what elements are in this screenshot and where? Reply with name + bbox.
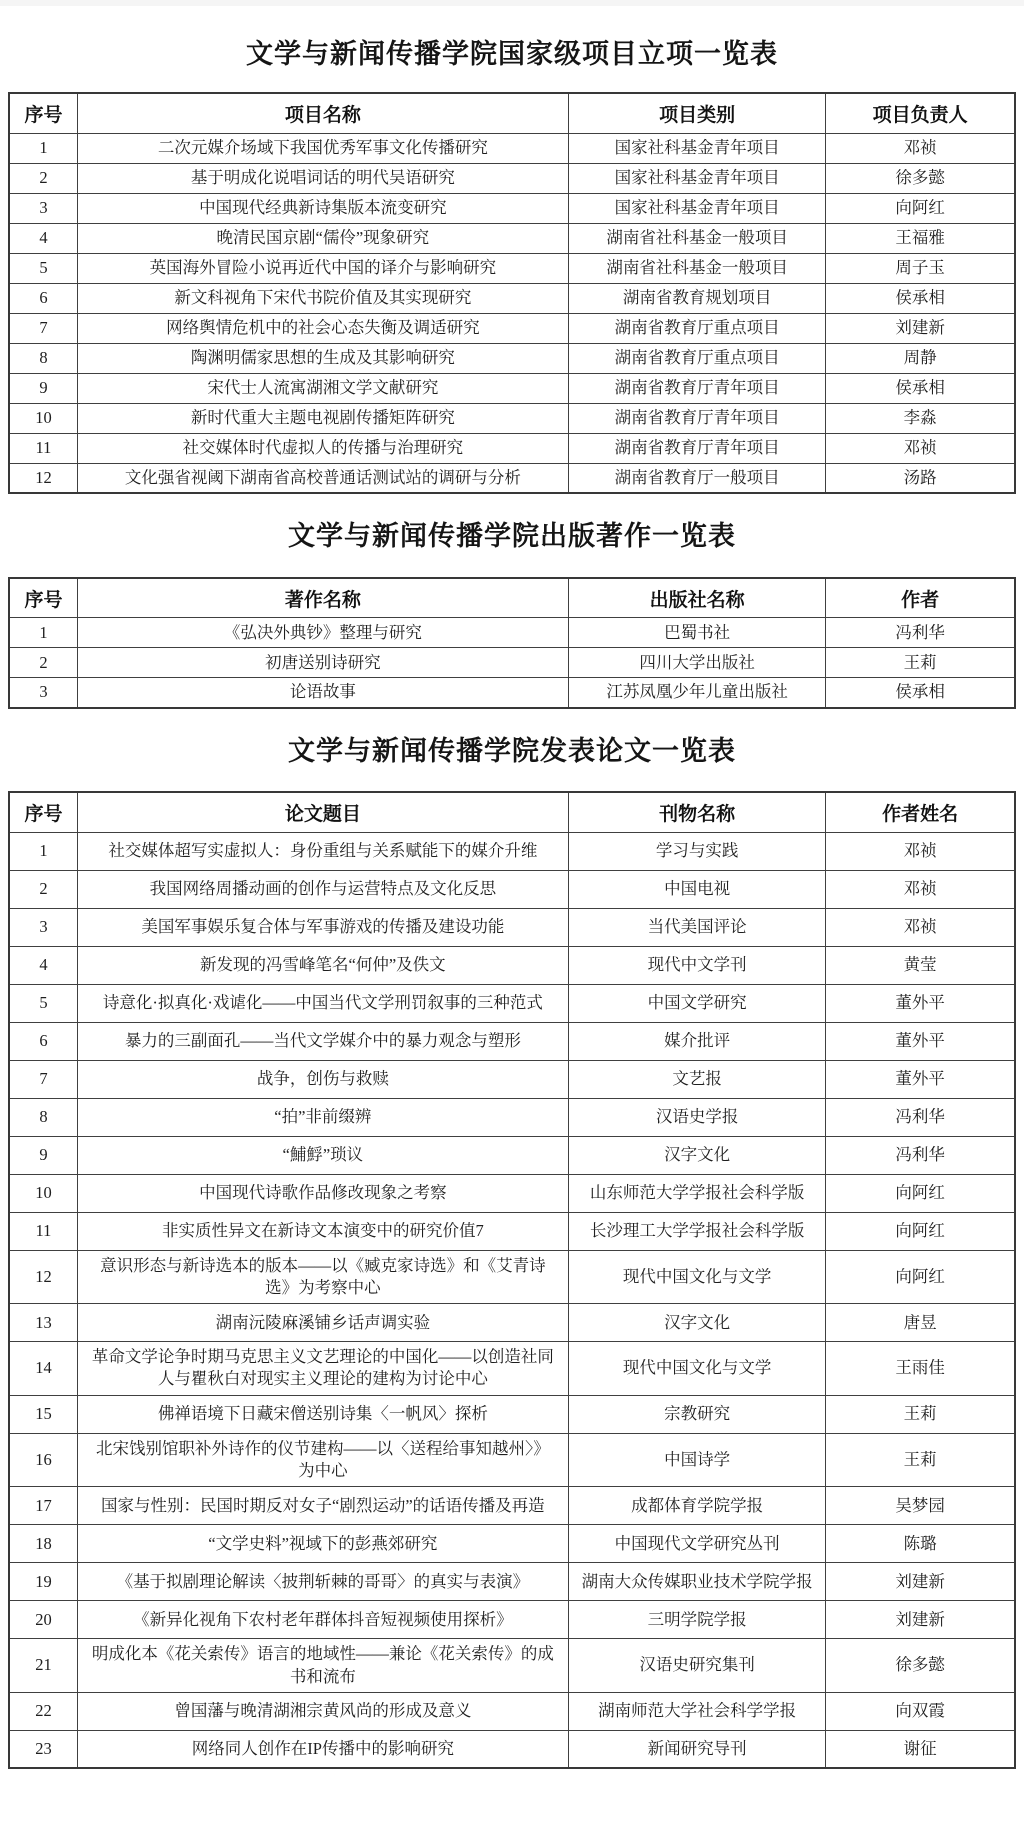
row-number-cell: 17 — [9, 1487, 77, 1525]
table-cell: 王莉 — [826, 1395, 1015, 1433]
header-row — [9, 792, 1015, 832]
row-number-cell: 2 — [9, 870, 77, 908]
table-row — [9, 1639, 1015, 1693]
row-number-cell: 10 — [9, 403, 77, 433]
row-number-cell: 22 — [9, 1692, 77, 1730]
table-cell: 北宋饯别馆职补外诗作的仪节建构——以〈送程给事知越州〉》为中心 — [77, 1433, 568, 1487]
table-cell: 汉语史研究集刊 — [568, 1639, 826, 1693]
table-cell: 四川大学出版社 — [568, 648, 826, 678]
table-cell: 学习与实践 — [568, 832, 826, 870]
table-cell: 向阿红 — [826, 1250, 1015, 1304]
column-header: 序号 — [9, 792, 77, 832]
table-cell: 美国军事娱乐复合体与军事游戏的传播及建设功能 — [77, 908, 568, 946]
papers-table-section — [8, 735, 1016, 1770]
column-header: 刊物名称 — [568, 792, 826, 832]
row-number-cell: 6 — [9, 1022, 77, 1060]
column-header: 序号 — [9, 578, 77, 618]
table-cell: 山东师范大学学报社会科学版 — [568, 1174, 826, 1212]
table-cell: 《基于拟剧理论解读〈披荆斩棘的哥哥〉的真实与表演》 — [77, 1563, 568, 1601]
table-row — [9, 1098, 1015, 1136]
row-number-cell: 5 — [9, 984, 77, 1022]
row-number-cell: 11 — [9, 1212, 77, 1250]
table-cell: 邓祯 — [826, 133, 1015, 163]
table-cell: 网络舆情危机中的社会心态失衡及调适研究 — [77, 313, 568, 343]
table-cell: 中国现代诗歌作品修改现象之考察 — [77, 1174, 568, 1212]
table-row — [9, 1525, 1015, 1563]
table-cell: “鯆䱐”琐议 — [77, 1136, 568, 1174]
table-cell: 明成化本《花关索传》语言的地域性——兼论《花关索传》的成书和流布 — [77, 1639, 568, 1693]
row-number-cell: 5 — [9, 253, 77, 283]
table-row — [9, 870, 1015, 908]
table-cell: 现代中国文化与文学 — [568, 1250, 826, 1304]
table-cell: 诗意化·拟真化·戏谑化——中国当代文学刑罚叙事的三种范式 — [77, 984, 568, 1022]
table-row — [9, 1136, 1015, 1174]
table-cell: 我国网络周播动画的创作与运营特点及文化反思 — [77, 870, 568, 908]
table-cell: 现代中国文化与文学 — [568, 1342, 826, 1396]
row-number-cell: 3 — [9, 908, 77, 946]
table-cell: 湖南沅陵麻溪铺乡话声调实验 — [77, 1304, 568, 1342]
column-header: 项目负责人 — [826, 93, 1015, 133]
table-cell: 战争，创伤与救赎 — [77, 1060, 568, 1098]
table-cell: 湖南省社科基金一般项目 — [568, 223, 826, 253]
table-cell: 陈璐 — [826, 1525, 1015, 1563]
row-number-cell: 8 — [9, 1098, 77, 1136]
table-cell: 向阿红 — [826, 193, 1015, 223]
table-cell: 意识形态与新诗选本的版本——以《臧克家诗选》和《艾青诗选》为考察中心 — [77, 1250, 568, 1304]
table-cell: 邓祯 — [826, 908, 1015, 946]
row-number-cell: 15 — [9, 1395, 77, 1433]
table-cell: 湖南省教育厅青年项目 — [568, 403, 826, 433]
row-number-cell: 19 — [9, 1563, 77, 1601]
table-row — [9, 463, 1015, 493]
row-number-cell: 1 — [9, 133, 77, 163]
column-header: 论文题目 — [77, 792, 568, 832]
papers-table-title: 文学与新闻传播学院发表论文一览表 — [288, 735, 736, 766]
table-row — [9, 648, 1015, 678]
table-cell: 曾国藩与晚清湖湘宗黄风尚的形成及意义 — [77, 1692, 568, 1730]
table-cell: 汉字文化 — [568, 1136, 826, 1174]
table-cell: 湖南省教育厅青年项目 — [568, 433, 826, 463]
table-row — [9, 678, 1015, 708]
table-cell: 汉字文化 — [568, 1304, 826, 1342]
table-row — [9, 133, 1015, 163]
table-cell: 江苏凤凰少年儿童出版社 — [568, 678, 826, 708]
row-number-cell: 12 — [9, 1250, 77, 1304]
books-table — [8, 577, 1016, 709]
header-row — [9, 93, 1015, 133]
table-cell: 向阿红 — [826, 1174, 1015, 1212]
table-cell: 冯利华 — [826, 1098, 1015, 1136]
table-cell: 社交媒体超写实虚拟人：身份重组与关系赋能下的媒介升维 — [77, 832, 568, 870]
table-cell: 网络同人创作在IP传播中的影响研究 — [77, 1730, 568, 1768]
row-number-cell: 21 — [9, 1639, 77, 1693]
table-cell: 李淼 — [826, 403, 1015, 433]
table-cell: 新文科视角下宋代书院价值及其实现研究 — [77, 283, 568, 313]
row-number-cell: 14 — [9, 1342, 77, 1396]
table-cell: 宋代士人流寓湖湘文学文献研究 — [77, 373, 568, 403]
table-cell: 中国诗学 — [568, 1433, 826, 1487]
column-header: 作者姓名 — [826, 792, 1015, 832]
table-cell: 晚清民国京剧“儒伶”现象研究 — [77, 223, 568, 253]
column-header: 作者 — [826, 578, 1015, 618]
row-number-cell: 7 — [9, 1060, 77, 1098]
row-number-cell: 7 — [9, 313, 77, 343]
table-row — [9, 984, 1015, 1022]
table-cell: 新闻研究导刊 — [568, 1730, 826, 1768]
row-number-cell: 4 — [9, 223, 77, 253]
projects-table-section — [8, 38, 1016, 494]
column-header: 著作名称 — [77, 578, 568, 618]
table-cell: 冯利华 — [826, 618, 1015, 648]
row-number-cell: 2 — [9, 648, 77, 678]
table-cell: 徐多懿 — [826, 1639, 1015, 1693]
table-cell: 英国海外冒险小说再近代中国的译介与影响研究 — [77, 253, 568, 283]
table-cell: 刘建新 — [826, 1601, 1015, 1639]
table-cell: 刘建新 — [826, 1563, 1015, 1601]
table-cell: 《新异化视角下农村老年群体抖音短视频使用探析》 — [77, 1601, 568, 1639]
table-cell: 国家社科基金青年项目 — [568, 193, 826, 223]
table-cell: 唐昱 — [826, 1304, 1015, 1342]
table-cell: 汉语史学报 — [568, 1098, 826, 1136]
table-cell: 周静 — [826, 343, 1015, 373]
row-number-cell: 1 — [9, 618, 77, 648]
header-row — [9, 578, 1015, 618]
table-cell: 湖南省社科基金一般项目 — [568, 253, 826, 283]
table-row — [9, 1601, 1015, 1639]
table-cell: 巴蜀书社 — [568, 618, 826, 648]
table-cell: 湖南省教育厅重点项目 — [568, 343, 826, 373]
table-row — [9, 1692, 1015, 1730]
table-cell: 王福雅 — [826, 223, 1015, 253]
table-cell: 《弘决外典钞》整理与研究 — [77, 618, 568, 648]
column-header: 项目名称 — [77, 93, 568, 133]
table-cell: 邓祯 — [826, 832, 1015, 870]
table-cell: 汤路 — [826, 463, 1015, 493]
table-cell: 王莉 — [826, 1433, 1015, 1487]
table-cell: 文化强省视阈下湖南省高校普通话测试站的调研与分析 — [77, 463, 568, 493]
row-number-cell: 11 — [9, 433, 77, 463]
table-row — [9, 946, 1015, 984]
table-row — [9, 373, 1015, 403]
table-cell: 侯承相 — [826, 373, 1015, 403]
column-header: 项目类别 — [568, 93, 826, 133]
projects-table — [8, 92, 1016, 494]
row-number-cell: 1 — [9, 832, 77, 870]
table-cell: 周子玉 — [826, 253, 1015, 283]
table-cell: 刘建新 — [826, 313, 1015, 343]
table-cell: 湖南省教育厅一般项目 — [568, 463, 826, 493]
table-cell: 侯承相 — [826, 283, 1015, 313]
table-cell: 中国现代文学研究丛刊 — [568, 1525, 826, 1563]
table-row — [9, 1342, 1015, 1396]
papers-table — [8, 791, 1016, 1769]
table-row — [9, 1433, 1015, 1487]
table-cell: 吴梦园 — [826, 1487, 1015, 1525]
table-cell: 冯利华 — [826, 1136, 1015, 1174]
table-cell: 中国电视 — [568, 870, 826, 908]
row-number-cell: 23 — [9, 1730, 77, 1768]
table-cell: 湖南大众传媒职业技术学院学报 — [568, 1563, 826, 1601]
row-number-cell: 3 — [9, 678, 77, 708]
table-row — [9, 1250, 1015, 1304]
table-cell: 文艺报 — [568, 1060, 826, 1098]
table-cell: 向双霞 — [826, 1692, 1015, 1730]
projects-table-title: 文学与新闻传播学院国家级项目立项一览表 — [246, 39, 778, 69]
column-header: 序号 — [9, 93, 77, 133]
table-row — [9, 193, 1015, 223]
table-row — [9, 313, 1015, 343]
row-number-cell: 20 — [9, 1601, 77, 1639]
table-cell: 董外平 — [826, 1060, 1015, 1098]
column-header: 出版社名称 — [568, 578, 826, 618]
table-row — [9, 1060, 1015, 1098]
table-cell: 中国文学研究 — [568, 984, 826, 1022]
table-cell: 社交媒体时代虚拟人的传播与治理研究 — [77, 433, 568, 463]
table-cell: 媒介批评 — [568, 1022, 826, 1060]
table-cell: 邓祯 — [826, 433, 1015, 463]
table-row — [9, 343, 1015, 373]
table-row — [9, 403, 1015, 433]
row-number-cell: 16 — [9, 1433, 77, 1487]
table-cell: 侯承相 — [826, 678, 1015, 708]
table-cell: “拍”非前缀辨 — [77, 1098, 568, 1136]
table-cell: 二次元媒介场域下我国优秀军事文化传播研究 — [77, 133, 568, 163]
table-cell: 湖南省教育规划项目 — [568, 283, 826, 313]
table-row — [9, 618, 1015, 648]
row-number-cell: 4 — [9, 946, 77, 984]
table-cell: 陶渊明儒家思想的生成及其影响研究 — [77, 343, 568, 373]
table-cell: 成都体育学院学报 — [568, 1487, 826, 1525]
table-cell: 长沙理工大学学报社会科学版 — [568, 1212, 826, 1250]
row-number-cell: 10 — [9, 1174, 77, 1212]
table-cell: 湖南师范大学社会科学学报 — [568, 1692, 826, 1730]
books-table-title: 文学与新闻传播学院出版著作一览表 — [288, 521, 736, 552]
table-cell: 董外平 — [826, 1022, 1015, 1060]
table-row — [9, 253, 1015, 283]
table-row — [9, 1395, 1015, 1433]
table-cell: 三明学院学报 — [568, 1601, 826, 1639]
table-cell: 王雨佳 — [826, 1342, 1015, 1396]
table-row — [9, 433, 1015, 463]
table-cell: 初唐送别诗研究 — [77, 648, 568, 678]
row-number-cell: 13 — [9, 1304, 77, 1342]
row-number-cell: 12 — [9, 463, 77, 493]
table-row — [9, 1487, 1015, 1525]
table-row — [9, 1174, 1015, 1212]
table-row — [9, 908, 1015, 946]
table-cell: 非实质性异文在新诗文本演变中的研究价值7 — [77, 1212, 568, 1250]
table-cell: 黄莹 — [826, 946, 1015, 984]
table-row — [9, 163, 1015, 193]
table-cell: “文学史料”视域下的彭燕郊研究 — [77, 1525, 568, 1563]
table-cell: 国家社科基金青年项目 — [568, 133, 826, 163]
row-number-cell: 3 — [9, 193, 77, 223]
table-cell: 现代中文学刊 — [568, 946, 826, 984]
table-cell: 佛禅语境下日藏宋僧送别诗集〈一帆风〉探析 — [77, 1395, 568, 1433]
table-cell: 国家与性别：民国时期反对女子“剧烈运动”的话语传播及再造 — [77, 1487, 568, 1525]
row-number-cell: 2 — [9, 163, 77, 193]
table-cell: 董外平 — [826, 984, 1015, 1022]
row-number-cell: 8 — [9, 343, 77, 373]
table-row — [9, 1563, 1015, 1601]
table-row — [9, 1730, 1015, 1768]
table-row — [9, 1022, 1015, 1060]
table-cell: 王莉 — [826, 648, 1015, 678]
table-cell: 湖南省教育厅重点项目 — [568, 313, 826, 343]
table-row — [9, 832, 1015, 870]
table-cell: 谢征 — [826, 1730, 1015, 1768]
books-table-section — [8, 520, 1016, 708]
table-cell: 湖南省教育厅青年项目 — [568, 373, 826, 403]
table-cell: 暴力的三副面孔——当代文学媒介中的暴力观念与塑形 — [77, 1022, 568, 1060]
row-number-cell: 9 — [9, 373, 77, 403]
table-row — [9, 283, 1015, 313]
table-cell: 新时代重大主题电视剧传播矩阵研究 — [77, 403, 568, 433]
table-cell: 向阿红 — [826, 1212, 1015, 1250]
table-row — [9, 1212, 1015, 1250]
row-number-cell: 9 — [9, 1136, 77, 1174]
table-row — [9, 223, 1015, 253]
table-cell: 基于明成化说唱词话的明代吴语研究 — [77, 163, 568, 193]
table-cell: 论语故事 — [77, 678, 568, 708]
table-cell: 中国现代经典新诗集版本流变研究 — [77, 193, 568, 223]
table-cell: 徐多懿 — [826, 163, 1015, 193]
table-cell: 宗教研究 — [568, 1395, 826, 1433]
table-cell: 革命文学论争时期马克思主义文艺理论的中国化——以创造社同人与瞿秋白对现实主义理论的建构为讨论中心 — [77, 1342, 568, 1396]
table-cell: 新发现的冯雪峰笔名“何仲”及佚文 — [77, 946, 568, 984]
row-number-cell: 6 — [9, 283, 77, 313]
row-number-cell: 18 — [9, 1525, 77, 1563]
table-cell: 当代美国评论 — [568, 908, 826, 946]
table-row — [9, 1304, 1015, 1342]
table-cell: 国家社科基金青年项目 — [568, 163, 826, 193]
table-cell: 邓祯 — [826, 870, 1015, 908]
